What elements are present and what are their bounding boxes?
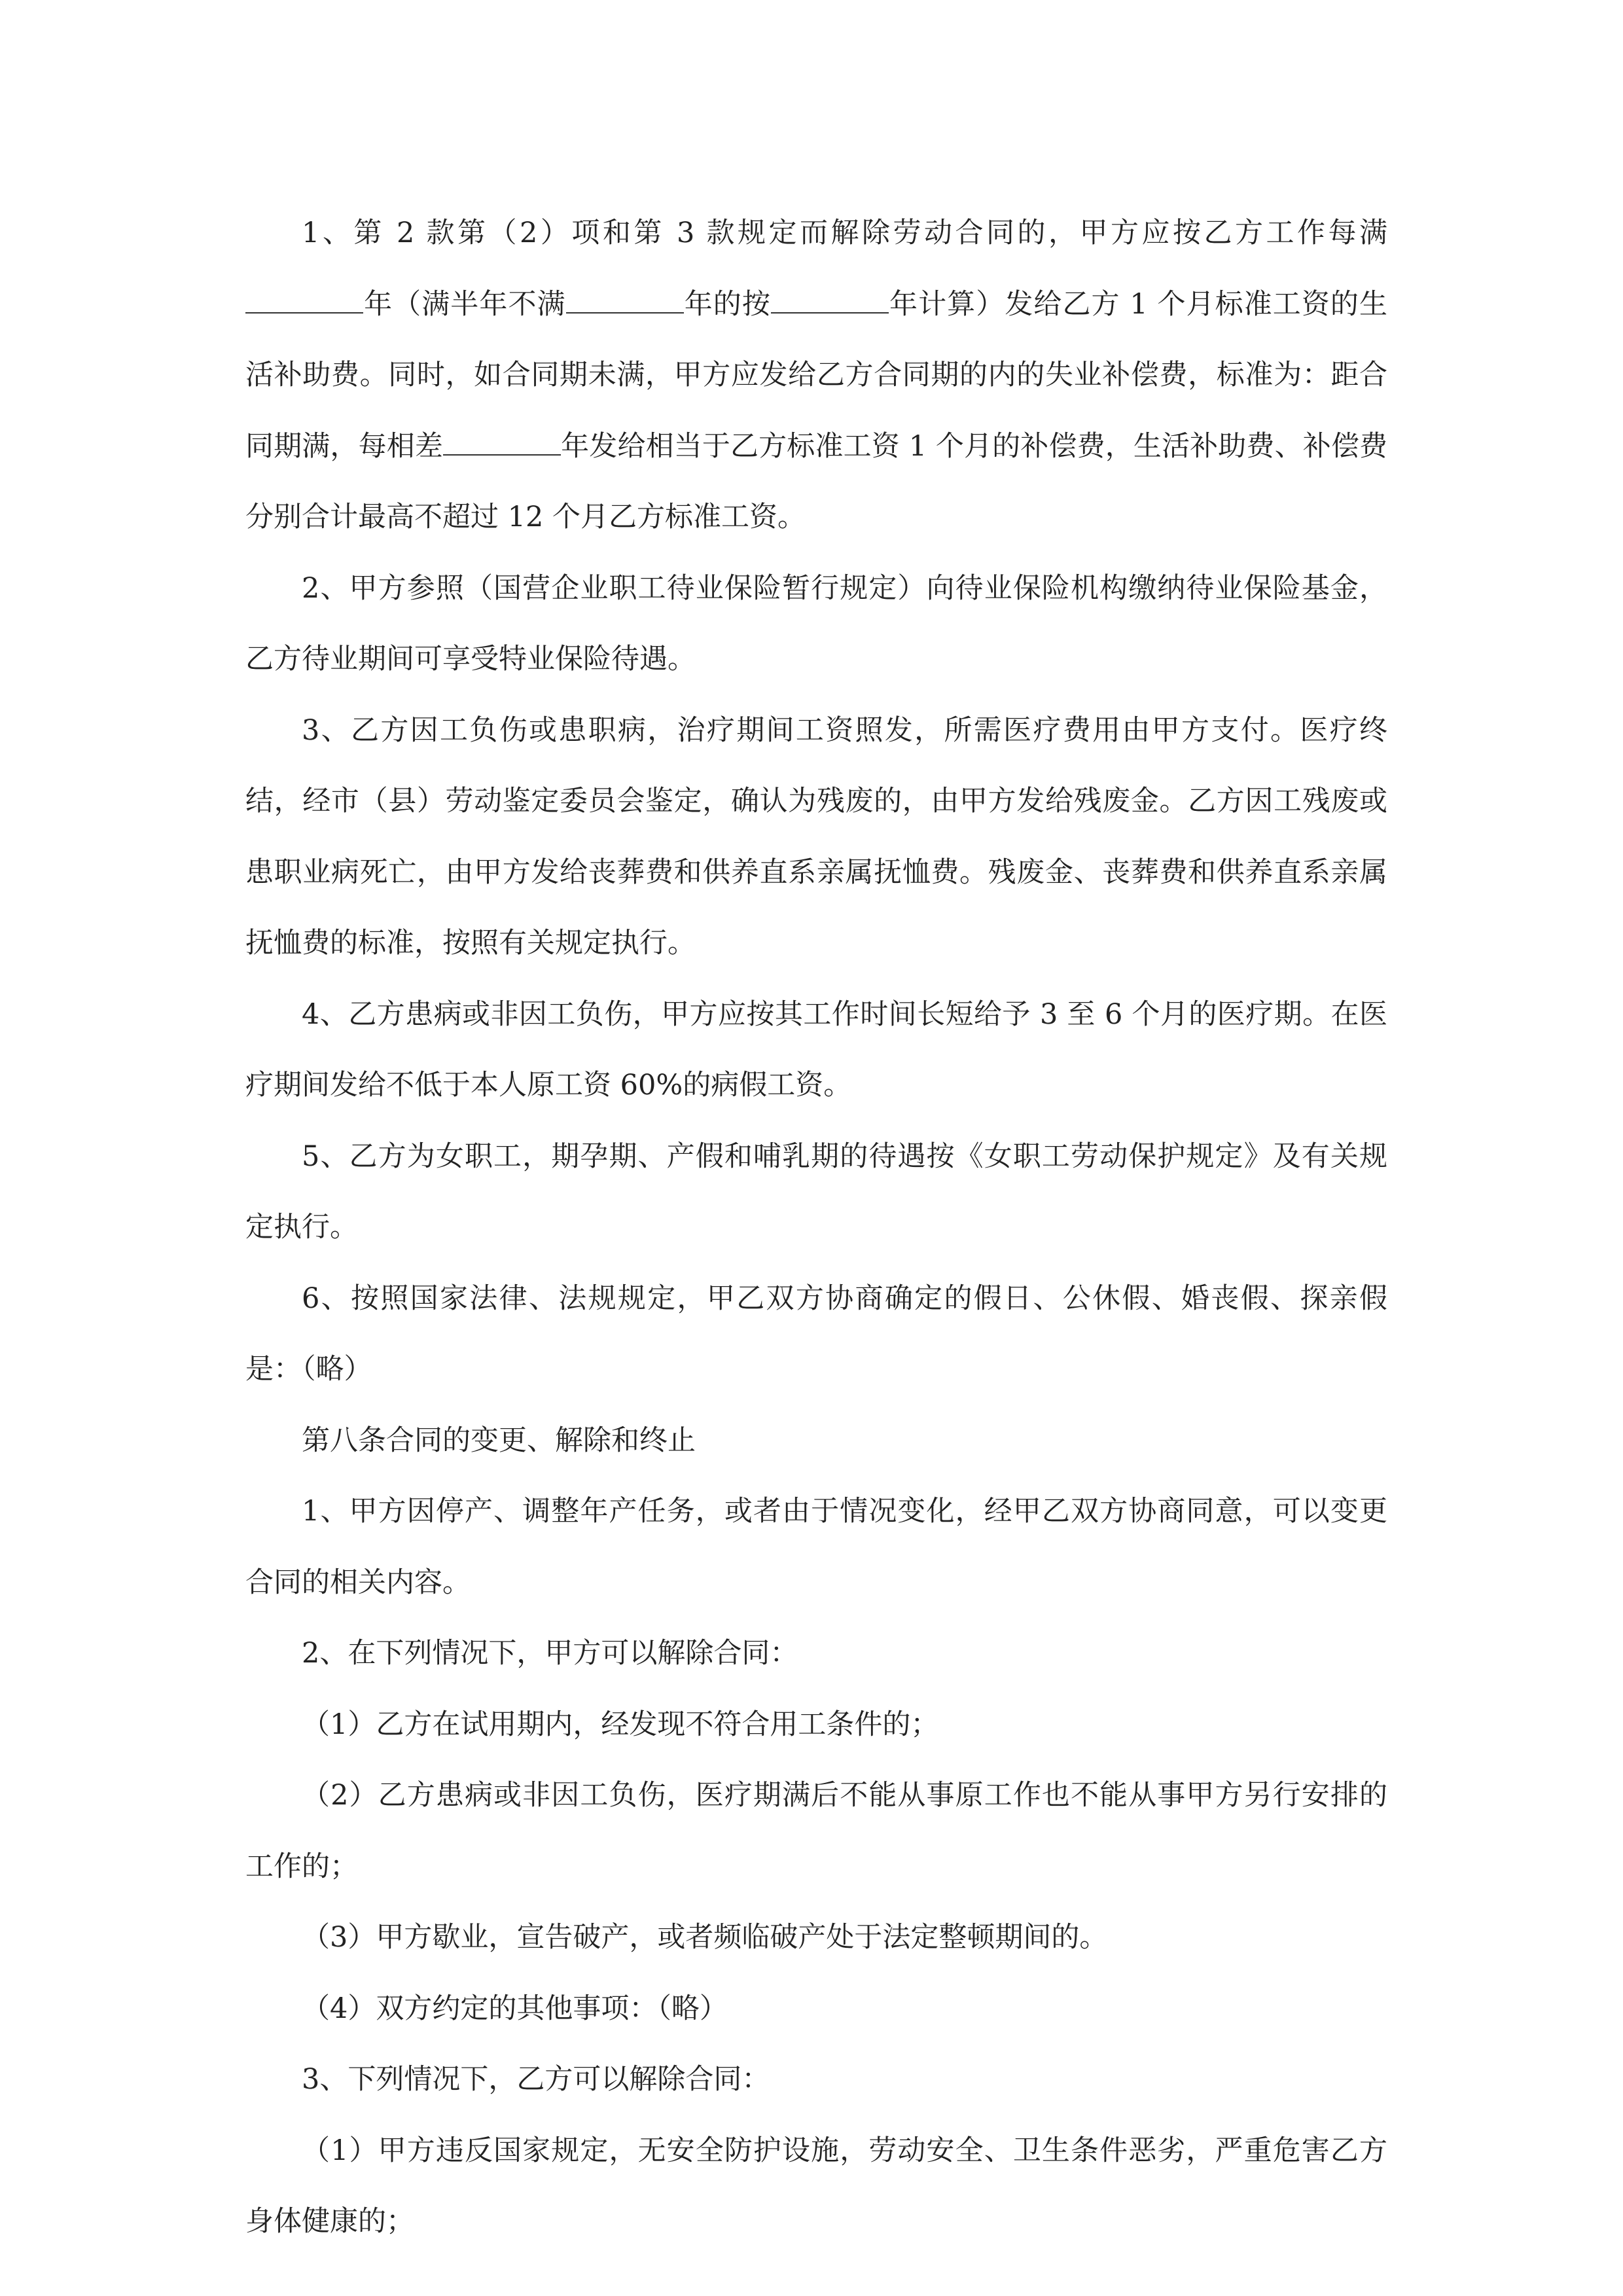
paragraph-2: 2、甲方参照（国营企业职工待业保险暂行规定）向待业保险机构缴纳待业保险基金，乙方待业期间可享受特业保险待遇。	[245, 571, 1387, 675]
paragraph-1	[245, 198, 1387, 553]
contract-body	[245, 198, 1387, 2257]
paragraph-15: （1）甲方违反国家规定，无安全防护设施，劳动安全、卫生条件恶劣，严重危害乙方身体健康的；	[245, 2134, 1387, 2238]
paragraph-1-text-d: 年计算）发给乙方 1 个月标准工资的生活补助费。同时，如合同期未满，甲方应发给乙方合同期的内的失业补偿费，标准为：距合同期满，每相差	[245, 287, 1388, 463]
paragraph-9: 2、在下列情况下，甲方可以解除合同：	[302, 1637, 798, 1670]
blank-line	[771, 287, 889, 314]
paragraph-14: 3、下列情况下，乙方可以解除合同：	[302, 2063, 770, 2096]
blank-line	[566, 287, 684, 314]
paragraph-12: （3）甲方歇业，宣告破产，或者频临破产处于法定整顿期间的。	[302, 1921, 1108, 1954]
paragraph-1-text-e: 年发给相当于乙方标准工资 1 个月的补偿费，生活补助费、补偿费分别合计最高不超过 12 个月乙方标准工资。	[245, 429, 1388, 533]
paragraph-1-text-b: 年（满半年不满	[363, 287, 566, 321]
blank-line	[443, 429, 561, 456]
paragraph-10: （1）乙方在试用期内，经发现不符合用工条件的；	[302, 1708, 939, 1741]
section-heading-article-8: 第八条合同的变更、解除和终止	[302, 1424, 696, 1457]
paragraph-8: 1、甲方因停产、调整年产任务，或者由于情况变化，经甲乙双方协商同意，可以变更合同的相关内容。	[245, 1495, 1387, 1599]
paragraph-1-text-a: 1、第 2 款第（2）项和第 3 款规定而解除劳动合同的，甲方应按乙方工作每满	[302, 217, 1387, 249]
paragraph-4: 4、乙方患病或非因工负伤，甲方应按其工作时间长短给予 3 至 6 个月的医疗期。在医疗期间发给不低于本人原工资 60%的病假工资。	[245, 997, 1387, 1102]
paragraph-6: 6、按照国家法律、法规规定，甲乙双方协商确定的假日、公休假、婚丧假、探亲假是：（略）	[245, 1282, 1387, 1386]
paragraph-13: （4）双方约定的其他事项：（略）	[302, 1992, 728, 2025]
paragraph-11: （2）乙方患病或非因工负伤，医疗期满后不能从事原工作也不能从事甲方另行安排的工作的；	[245, 1779, 1387, 1883]
blank-line	[245, 287, 363, 314]
paragraph-1-text-c: 年的按	[683, 287, 771, 321]
paragraph-5: 5、乙方为女职工，期孕期、产假和哺乳期的待遇按《女职工劳动保护规定》及有关规定执行。	[245, 1139, 1387, 1244]
paragraph-3: 3、乙方因工负伤或患职病，治疗期间工资照发，所需医疗费用由甲方支付。医疗终结，经市（县）劳动鉴定委员会鉴定，确认为残废的，由甲方发给残废金。乙方因工残废或患职业病死亡，由甲方发给丧葬费和供养直系亲属抚恤费。残废金、丧葬费和供养直系亲属抚恤费的标准，按照有关规定执行。	[245, 713, 1387, 960]
